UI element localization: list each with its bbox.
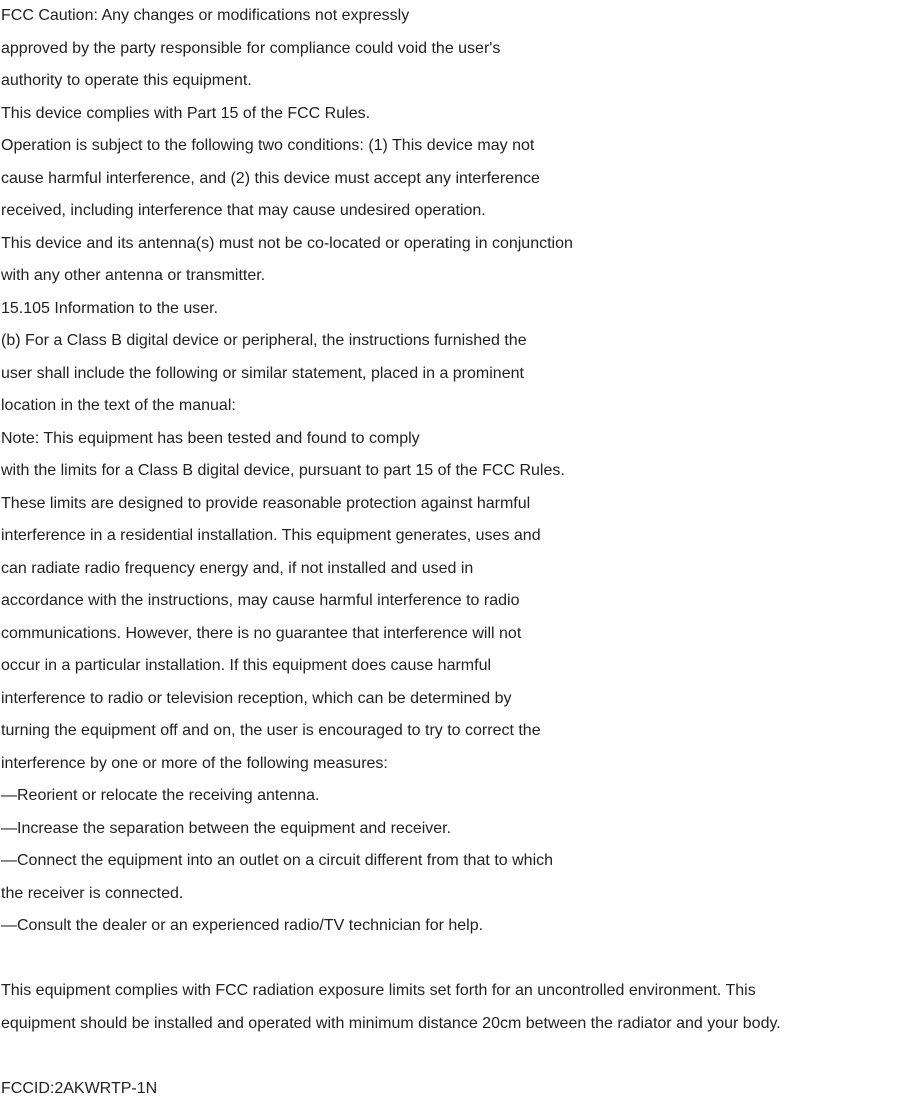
fcc-notice-line: —Connect the equipment into an outlet on a circuit different from that to which xyxy=(1,845,915,878)
fcc-notice-line: Note: This equipment has been tested and found to comply xyxy=(1,423,915,456)
fcc-notice-line: the receiver is connected. xyxy=(1,878,915,911)
fcc-notice-line: —Consult the dealer or an experienced radio/TV technician for help. xyxy=(1,910,915,943)
fcc-notice-line: accordance with the instructions, may cause harmful interference to radio xyxy=(1,585,915,618)
fcc-id-label: FCCID:2AKWRTP-1N xyxy=(1,1073,915,1105)
rf-exposure-section xyxy=(1,975,915,1040)
fcc-notice-line: location in the text of the manual: xyxy=(1,390,915,423)
fcc-notice-line: with any other antenna or transmitter. xyxy=(1,260,915,293)
fcc-notice-line: This device complies with Part 15 of the FCC Rules. xyxy=(1,98,915,131)
fcc-notice-line: can radiate radio frequency energy and, if not installed and used in xyxy=(1,553,915,586)
rf-exposure-line: equipment should be installed and operated with minimum distance 20cm between the radiator and your body. xyxy=(1,1008,915,1041)
fcc-notice-section xyxy=(1,0,915,943)
rf-exposure-line: This equipment complies with FCC radiation exposure limits set forth for an uncontrolled environment. This xyxy=(1,975,915,1008)
fcc-notice-line: approved by the party responsible for compliance could void the user's xyxy=(1,33,915,66)
fcc-statement-document xyxy=(1,0,915,1105)
fcc-notice-line: —Increase the separation between the equipment and receiver. xyxy=(1,813,915,846)
fcc-notice-line: interference to radio or television reception, which can be determined by xyxy=(1,683,915,716)
fcc-notice-line: interference by one or more of the following measures: xyxy=(1,748,915,781)
fcc-notice-line: FCC Caution: Any changes or modifications not expressly xyxy=(1,0,915,33)
fcc-notice-line: user shall include the following or similar statement, placed in a prominent xyxy=(1,358,915,391)
fcc-notice-line: —Reorient or relocate the receiving antenna. xyxy=(1,780,915,813)
fcc-notice-line: These limits are designed to provide reasonable protection against harmful xyxy=(1,488,915,521)
fcc-notice-line: 15.105 Information to the user. xyxy=(1,293,915,326)
fcc-notice-line: This device and its antenna(s) must not be co-located or operating in conjunction xyxy=(1,228,915,261)
fcc-notice-line: with the limits for a Class B digital device, pursuant to part 15 of the FCC Rules. xyxy=(1,455,915,488)
fcc-notice-line: turning the equipment off and on, the user is encouraged to try to correct the xyxy=(1,715,915,748)
section-spacer xyxy=(1,943,915,976)
fcc-notice-line: occur in a particular installation. If this equipment does cause harmful xyxy=(1,650,915,683)
fcc-notice-line: Operation is subject to the following two conditions: (1) This device may not xyxy=(1,130,915,163)
fcc-notice-line: interference in a residential installation. This equipment generates, uses and xyxy=(1,520,915,553)
section-spacer xyxy=(1,1040,915,1073)
fcc-notice-line: (b) For a Class B digital device or peripheral, the instructions furnished the xyxy=(1,325,915,358)
fcc-notice-line: received, including interference that may cause undesired operation. xyxy=(1,195,915,228)
fcc-notice-line: cause harmful interference, and (2) this device must accept any interference xyxy=(1,163,915,196)
fcc-notice-line: communications. However, there is no guarantee that interference will not xyxy=(1,618,915,651)
fcc-notice-line: authority to operate this equipment. xyxy=(1,65,915,98)
